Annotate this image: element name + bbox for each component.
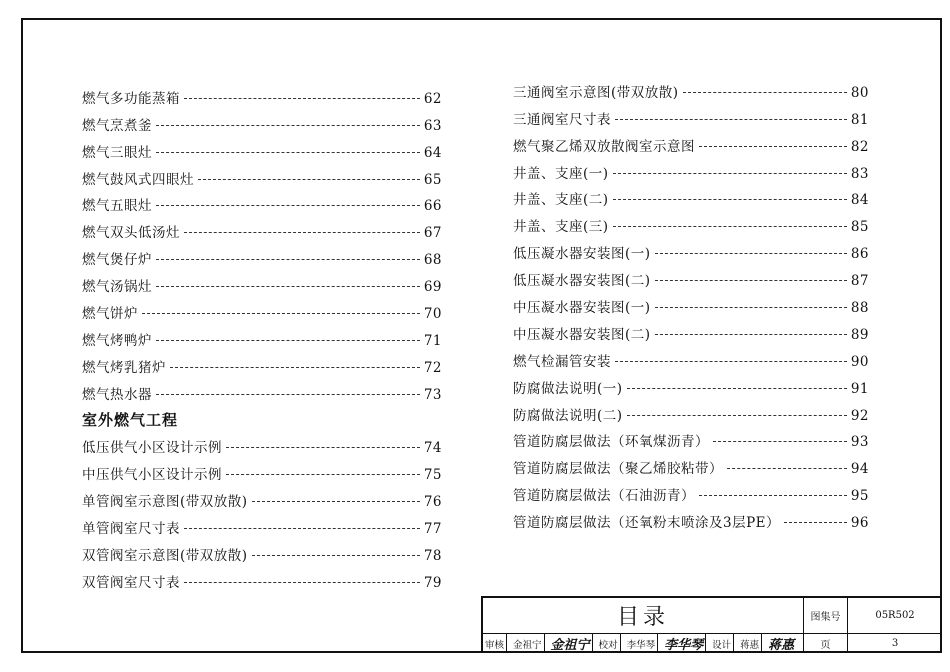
- toc-entry-title: 井盖、支座(二): [513, 192, 609, 209]
- toc-entry: [82, 107, 442, 134]
- toc-entry: [513, 289, 869, 316]
- toc-leader-dashes: [156, 259, 420, 260]
- toc-entry-page: 71: [423, 332, 442, 349]
- toc-entry-page: 75: [423, 467, 442, 484]
- toc-entry-page: 63: [423, 117, 442, 134]
- toc-left-column: [82, 80, 442, 591]
- toc-leader-dashes: [699, 146, 847, 147]
- toc-entry-page: 74: [423, 440, 442, 457]
- check-label: 校对: [598, 639, 618, 651]
- atlas-number: 05R502: [848, 598, 942, 634]
- toc-entry-title: 燃气多功能蒸箱: [82, 90, 180, 107]
- toc-list-outdoor: [82, 430, 442, 591]
- toc-entry-title: 中压供气小区设计示例: [82, 467, 222, 484]
- toc-entry-title: 中压凝水器安装图(二): [513, 326, 651, 343]
- toc-entry-title: 防腐做法说明(一): [513, 380, 623, 397]
- toc-entry-page: 76: [423, 494, 442, 511]
- toc-leader-dashes: [699, 495, 847, 496]
- toc-leader-dashes: [226, 474, 420, 475]
- design-label: 设计: [712, 639, 732, 651]
- toc-entry: [82, 161, 442, 188]
- toc-leader-dashes: [655, 334, 847, 335]
- toc-entry-title: 低压供气小区设计示例: [82, 440, 222, 457]
- toc-entry: [82, 188, 442, 215]
- toc-entry-title: 单管阀室尺寸表: [82, 521, 180, 538]
- toc-entry-title: 燃气煲仔炉: [82, 252, 152, 269]
- toc-leader-dashes: [727, 468, 847, 469]
- toc-entry-page: 70: [423, 306, 442, 323]
- toc-entry-page: 81: [850, 111, 869, 128]
- toc-entry: [82, 537, 442, 564]
- toc-right-column: [513, 74, 869, 531]
- toc-leader-dashes: [156, 152, 420, 153]
- toc-leader-dashes: [613, 199, 847, 200]
- toc-leader-dashes: [226, 447, 420, 448]
- toc-entry-title: 双管阀室尺寸表: [82, 574, 180, 591]
- toc-entry-page: 62: [423, 90, 442, 107]
- toc-entry-title: 燃气汤锅灶: [82, 279, 152, 296]
- toc-leader-dashes: [184, 232, 420, 233]
- toc-entry: [82, 430, 442, 457]
- toc-leader-dashes: [170, 367, 420, 368]
- toc-entry-page: 80: [850, 84, 869, 101]
- toc-entry-page: 83: [850, 165, 869, 182]
- toc-leader-dashes: [615, 119, 847, 120]
- designer-name: 蒋惠: [740, 639, 760, 651]
- toc-entry-page: 90: [850, 353, 869, 370]
- toc-entry-page: 73: [423, 386, 442, 403]
- toc-entry-page: 89: [850, 326, 869, 343]
- toc-leader-dashes: [198, 179, 420, 180]
- toc-leader-dashes: [627, 415, 847, 416]
- toc-entry: [82, 376, 442, 403]
- title-block: [481, 596, 942, 653]
- toc-entry: [82, 564, 442, 591]
- toc-leader-dashes: [252, 501, 420, 502]
- toc-entry: [82, 349, 442, 376]
- toc-entry: [82, 322, 442, 349]
- toc-leader-dashes: [713, 441, 847, 442]
- toc-list-indoor: [82, 80, 442, 403]
- toc-entry-page: 65: [423, 171, 442, 188]
- toc-entry-page: 95: [850, 488, 869, 505]
- title-block-title: 目录: [483, 598, 804, 634]
- toc-entry-title: 管道防腐层做法（聚乙烯胶粘带）: [513, 461, 723, 478]
- section-heading-row: [82, 403, 442, 430]
- toc-entry: [513, 128, 869, 155]
- toc-entry-title: 燃气烤鸭炉: [82, 332, 152, 349]
- toc-entry: [513, 74, 869, 101]
- toc-entry: [513, 316, 869, 343]
- toc-entry-page: 82: [850, 138, 869, 155]
- toc-entry-title: 中压凝水器安装图(一): [513, 300, 651, 317]
- toc-entry-title: 燃气三眼灶: [82, 144, 152, 161]
- toc-entry-title: 燃气五眼灶: [82, 198, 152, 215]
- toc-leader-dashes: [627, 388, 847, 389]
- toc-entry-page: 85: [850, 219, 869, 236]
- checker-signature: 李华琴: [664, 638, 704, 653]
- toc-entry-title: 双管阀室示意图(带双放散): [82, 548, 248, 565]
- toc-list-right: [513, 74, 869, 531]
- toc-leader-dashes: [156, 125, 420, 126]
- toc-entry-title: 管道防腐层做法（石油沥青）: [513, 488, 695, 505]
- section-heading: 室外燃气工程: [82, 410, 179, 429]
- toc-leader-dashes: [184, 582, 420, 583]
- toc-entry: [513, 208, 869, 235]
- toc-entry: [513, 504, 869, 531]
- toc-entry: [513, 450, 869, 477]
- toc-entry-page: 78: [423, 548, 442, 565]
- toc-entry-page: 84: [850, 192, 869, 209]
- toc-entry-title: 燃气饼炉: [82, 306, 138, 323]
- toc-entry-title: 井盖、支座(一): [513, 165, 609, 182]
- toc-entry: [513, 235, 869, 262]
- toc-entry-page: 79: [423, 574, 442, 591]
- toc-entry-title: 三通阀室尺寸表: [513, 111, 611, 128]
- toc-entry-title: 燃气鼓风式四眼灶: [82, 171, 194, 188]
- toc-entry: [82, 134, 442, 161]
- toc-entry: [513, 182, 869, 209]
- toc-entry: [513, 397, 869, 424]
- toc-entry-page: 86: [850, 246, 869, 263]
- toc-leader-dashes: [784, 522, 847, 523]
- toc-entry-title: 低压凝水器安装图(一): [513, 246, 651, 263]
- toc-entry-title: 燃气烤乳猪炉: [82, 359, 166, 376]
- page-number: 3: [891, 638, 899, 649]
- toc-entry-title: 单管阀室示意图(带双放散): [82, 494, 248, 511]
- toc-leader-dashes: [683, 92, 847, 93]
- toc-entry-title: 三通阀室示意图(带双放散): [513, 84, 679, 101]
- toc-entry-page: 72: [423, 359, 442, 376]
- toc-leader-dashes: [156, 205, 420, 206]
- toc-entry: [513, 101, 869, 128]
- toc-entry-page: 88: [850, 300, 869, 317]
- toc-entry-title: 管道防腐层做法（还氧粉末喷涂及3层PE）: [513, 515, 781, 532]
- toc-leader-dashes: [156, 394, 420, 395]
- toc-entry: [513, 262, 869, 289]
- toc-entry-page: 91: [850, 380, 869, 397]
- toc-entry: [513, 343, 869, 370]
- toc-leader-dashes: [252, 555, 420, 556]
- toc-entry-title: 管道防腐层做法（环氧煤沥青）: [513, 434, 709, 451]
- toc-entry: [82, 214, 442, 241]
- reviewer-name: 金祖宁: [513, 639, 542, 651]
- toc-entry-title: 防腐做法说明(二): [513, 407, 623, 424]
- checker-name: 李华琴: [626, 639, 656, 651]
- toc-entry-title: 燃气检漏管安装: [513, 353, 611, 370]
- review-label: 审核: [485, 639, 505, 651]
- toc-leader-dashes: [655, 253, 847, 254]
- toc-entry-page: 94: [850, 461, 869, 478]
- toc-entry-page: 67: [423, 225, 442, 242]
- toc-entry: [82, 80, 442, 107]
- designer-signature: 蒋惠: [768, 638, 795, 653]
- toc-entry-title: 井盖、支座(三): [513, 219, 609, 236]
- toc-entry-page: 77: [423, 521, 442, 538]
- toc-leader-dashes: [142, 313, 420, 314]
- toc-leader-dashes: [613, 173, 847, 174]
- toc-entry: [82, 456, 442, 483]
- toc-entry-title: 燃气烹煮釜: [82, 117, 152, 134]
- toc-entry-title: 燃气热水器: [82, 386, 152, 403]
- toc-entry: [82, 241, 442, 268]
- toc-entry-title: 燃气聚乙烯双放散阀室示意图: [513, 138, 695, 155]
- toc-leader-dashes: [184, 528, 420, 529]
- page-label: 页: [804, 634, 848, 653]
- toc-entry-page: 87: [850, 273, 869, 290]
- toc-entry-page: 66: [423, 198, 442, 215]
- atlas-number-label: 图集号: [804, 598, 848, 634]
- toc-entry-page: 93: [850, 434, 869, 451]
- toc-entry-title: 低压凝水器安装图(二): [513, 273, 651, 290]
- signature-row: [483, 634, 804, 653]
- toc-entry: [513, 370, 869, 397]
- toc-leader-dashes: [184, 98, 420, 99]
- toc-entry-page: 96: [850, 515, 869, 532]
- toc-entry: [82, 268, 442, 295]
- toc-leader-dashes: [613, 226, 847, 227]
- toc-entry-page: 69: [423, 279, 442, 296]
- toc-entry: [513, 424, 869, 451]
- toc-entry-page: 92: [850, 407, 869, 424]
- toc-entry: [513, 155, 869, 182]
- reviewer-signature: 金祖宁: [550, 638, 590, 653]
- toc-leader-dashes: [655, 280, 847, 281]
- toc-leader-dashes: [156, 286, 420, 287]
- toc-entry: [82, 295, 442, 322]
- toc-leader-dashes: [156, 340, 420, 341]
- toc-entry-page: 68: [423, 252, 442, 269]
- toc-entry-page: 64: [423, 144, 442, 161]
- toc-entry: [513, 477, 869, 504]
- toc-leader-dashes: [655, 307, 847, 308]
- toc-entry: [82, 483, 442, 510]
- toc-leader-dashes: [615, 361, 847, 362]
- toc-entry-title: 燃气双头低汤灶: [82, 225, 180, 242]
- toc-entry: [82, 510, 442, 537]
